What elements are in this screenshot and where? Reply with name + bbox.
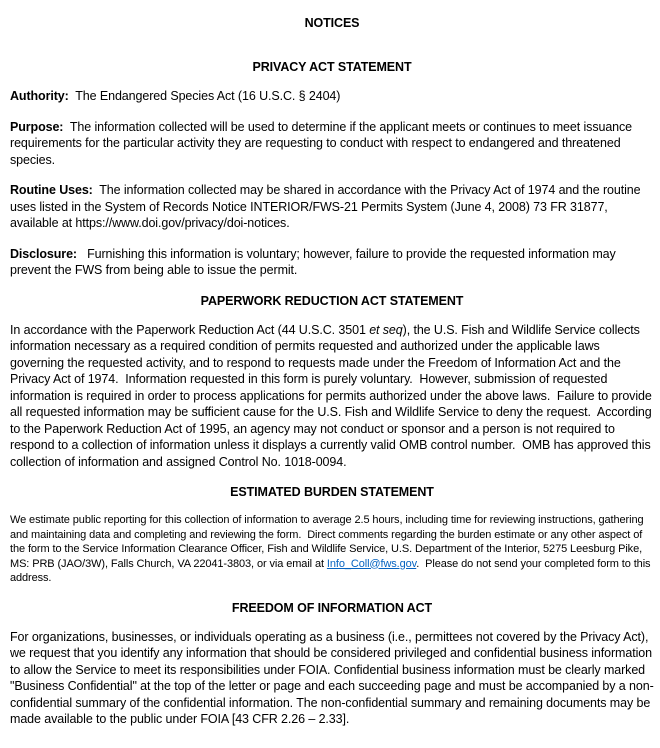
authority-label: Authority: (10, 89, 69, 103)
foia-paragraph: For organizations, businesses, or individuals operating as a business (i.e., permittees not covered by the Privacy Act), we request that you identify any information that should be considered privileged and confidential business information to allow the Service to meet its responsibilities under FOIA. Confidential business information must be clearly marked "Business Confidential" at the top of the letter or page and each succeeding page and must be accompanied by a non-confidential summary of the confidential information. The non-confidential summary and remaining documents may be made available to the public under FOIA [43 CFR 2.26 – 2.33]. (10, 629, 656, 726)
privacy-act-heading: PRIVACY ACT STATEMENT (252, 60, 412, 74)
disclosure-text: Furnishing this information is voluntary; however, failure to provide the requested information may prevent the FWS from being able to issue the permit. (10, 246, 620, 277)
routine-uses-text: The information collected may be shared in accordance with the Privacy Act of 1974 and the routine uses listed in the System of Records Notice INTERIOR/FWS-21 Permits System (June 4, 2008) 73 FR 31877, available at https://www.doi.gov/privacy/doi-notices. (10, 183, 644, 230)
paperwork-reduction-paragraph (10, 322, 654, 471)
estimated-burden-paragraph (10, 513, 654, 586)
burden-text-before-link: We estimate public reporting for this collection of information to average 2.5 hours, including time for reviewing instructions, gathering and maintaining data and completing and reviewing the form. Direct comments regarding the burden estimate or any other aspect of the form to the Service Information Clearance Officer, Fish and Wildlife Service, U.S. Department of the Interior, 5275 Leesburg Pike, MS: PRB (JAO/3W), Falls Church, VA 22041-3803, or via email at (10, 514, 647, 570)
page-title: NOTICES (304, 16, 360, 30)
authority-paragraph (10, 88, 654, 105)
paperwork-text-after-italic: ), the U.S. Fish and Wildlife Service collects information necessary as a required condition of permits requested and authorized under the applicable laws governing the requested activity, and to respond to requests made under the Freedom of Information Act and the Privacy Act of 1974. Information requested in this form is purely voluntary. However, submission of requested information is required in order to process applications for permits authorized under the above laws. Failure to provide all requested information may be sufficient cause for the U.S. Fish and Wildlife Service to deny the request. According to the Paperwork Reduction Act of 1995, an agency may not conduct or sponsor and a person is not required to respond to a collection of information unless it displays a currently valid OMB control number. OMB has approved this collection of information and assigned Control No. 1018-0094. (10, 322, 656, 469)
et-seq-italic-text: et seq (369, 322, 403, 337)
paperwork-reduction-heading: PAPERWORK REDUCTION ACT STATEMENT (200, 293, 464, 308)
routine-uses-paragraph (10, 182, 654, 232)
estimated-burden-heading: ESTIMATED BURDEN STATEMENT (230, 485, 434, 499)
burden-text-after-link: . Please do not send your completed form to this address. (10, 557, 654, 584)
foia-heading: FREEDOM OF INFORMATION ACT (231, 600, 433, 615)
disclosure-paragraph (10, 246, 654, 279)
disclosure-label: Disclosure: (10, 246, 77, 261)
purpose-paragraph (10, 119, 654, 169)
purpose-label: Purpose: (10, 119, 64, 134)
paperwork-text-before-italic: In accordance with the Paperwork Reduction Act (44 U.S.C. 3501 (10, 322, 370, 337)
authority-text: The Endangered Species Act (16 U.S.C. § 2404) (68, 89, 341, 103)
email-link[interactable]: Info_Coll@fws.gov (326, 557, 417, 570)
purpose-text: The information collected will be used to determine if the applicant meets or continues to meet issuance requirements for the particular activity they are requesting to conduct with respect to endangered and threatened species. (10, 119, 636, 167)
routine-uses-label: Routine Uses: (10, 183, 93, 197)
